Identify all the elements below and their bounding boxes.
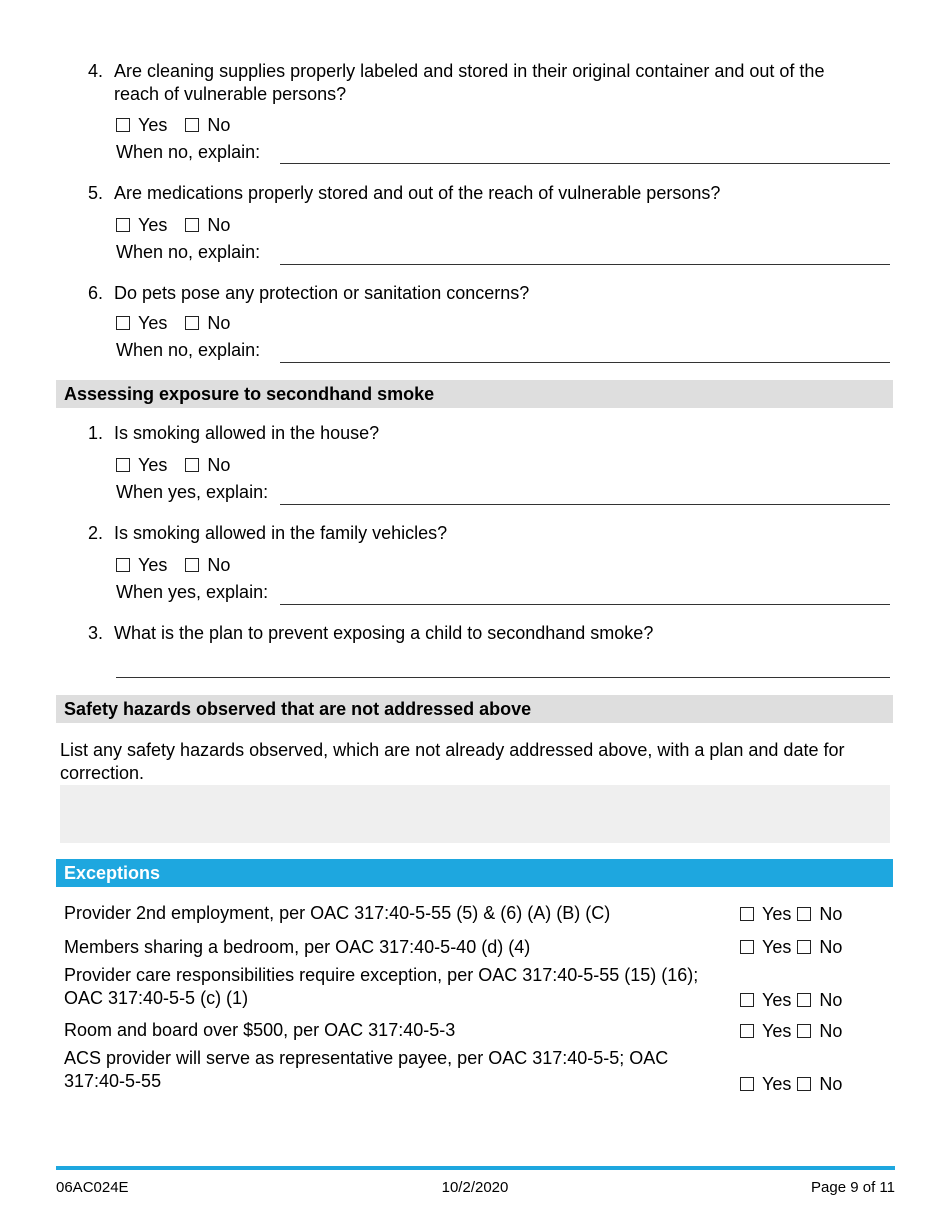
- question-number: 3.: [88, 623, 104, 643]
- no-label: No: [819, 1073, 843, 1094]
- question-6: [88, 282, 874, 305]
- form-date: 10/2/2020: [441, 1179, 509, 1196]
- yes-no-group: [116, 455, 248, 475]
- no-checkbox[interactable]: [797, 1077, 811, 1091]
- no-label: No: [207, 454, 231, 475]
- page-number: Page 9 of 11: [811, 1179, 895, 1196]
- yes-checkbox[interactable]: [740, 1077, 754, 1091]
- no-checkbox[interactable]: [185, 118, 199, 132]
- smoke-question-3: [88, 622, 874, 645]
- question-text: Do pets pose any protection or sanitation concerns?: [114, 283, 530, 303]
- no-checkbox[interactable]: [185, 458, 199, 472]
- question-text: Are cleaning supplies properly labeled and stored in their original container and out of the reach of vulnerable persons?: [114, 61, 825, 104]
- explain-input[interactable]: [280, 604, 890, 605]
- explain-input[interactable]: [280, 504, 890, 505]
- exception-item: Provider 2nd employment, per OAC 317:40-5-55 (5) & (6) (A) (B) (C): [64, 903, 611, 923]
- exception-item: Provider care responsibilities require exception, per OAC 317:40-5-55 (15) (16); OAC 317:40-5-5 (c) (1): [64, 965, 699, 1008]
- yes-checkbox[interactable]: [740, 1024, 754, 1038]
- yes-no-group: [116, 215, 248, 235]
- no-checkbox[interactable]: [797, 1024, 811, 1038]
- yes-label: Yes: [762, 989, 792, 1010]
- no-label: No: [819, 989, 843, 1010]
- section-heading-safety-hazards: Safety hazards observed that are not addressed above: [56, 695, 893, 723]
- yes-no-group: [116, 115, 248, 135]
- exception-item: Room and board over $500, per OAC 317:40-5-3: [64, 1020, 456, 1040]
- no-checkbox[interactable]: [797, 940, 811, 954]
- exception-item: ACS provider will serve as representative payee, per OAC 317:40-5-5; OAC 317:40-5-55: [64, 1048, 669, 1091]
- section-heading-exceptions: Exceptions: [56, 859, 893, 887]
- explain-label: When no, explain:: [116, 142, 261, 162]
- explain-label: When yes, explain:: [116, 582, 269, 602]
- plan-input[interactable]: [116, 677, 890, 678]
- yes-label: Yes: [762, 936, 792, 957]
- yes-label: Yes: [762, 1073, 792, 1094]
- yes-no-group: [740, 1074, 848, 1094]
- no-checkbox[interactable]: [185, 558, 199, 572]
- yes-no-group: [116, 555, 248, 575]
- explain-label: When yes, explain:: [116, 482, 269, 502]
- explain-label: When no, explain:: [116, 242, 261, 262]
- yes-no-group: [740, 990, 848, 1010]
- yes-checkbox[interactable]: [116, 316, 130, 330]
- question-number: 2.: [88, 523, 104, 543]
- hazards-instruction: List any safety hazards observed, which are not already addressed above, with a plan and date for correction.: [60, 740, 845, 783]
- no-checkbox[interactable]: [185, 218, 199, 232]
- explain-input[interactable]: [280, 163, 890, 164]
- exception-item: Members sharing a bedroom, per OAC 317:40-5-40 (d) (4): [64, 937, 531, 957]
- no-label: No: [819, 936, 843, 957]
- explain-label: When no, explain:: [116, 340, 261, 360]
- yes-checkbox[interactable]: [116, 458, 130, 472]
- question-text: Is smoking allowed in the house?: [114, 423, 380, 443]
- question-number: 5.: [88, 183, 104, 203]
- yes-no-group: [740, 937, 848, 957]
- yes-checkbox[interactable]: [116, 218, 130, 232]
- yes-checkbox[interactable]: [740, 907, 754, 921]
- hazards-textarea[interactable]: [60, 785, 890, 843]
- question-4: [88, 60, 874, 106]
- no-checkbox[interactable]: [797, 993, 811, 1007]
- yes-label: Yes: [138, 214, 168, 235]
- no-label: No: [207, 214, 231, 235]
- section-heading-secondhand-smoke: Assessing exposure to secondhand smoke: [56, 380, 893, 408]
- yes-label: Yes: [138, 114, 168, 135]
- yes-checkbox[interactable]: [740, 993, 754, 1007]
- form-id: 06AC024E: [56, 1179, 129, 1196]
- smoke-question-1: [88, 422, 874, 445]
- no-checkbox[interactable]: [797, 907, 811, 921]
- question-text: Are medications properly stored and out of the reach of vulnerable persons?: [114, 183, 721, 203]
- question-text: What is the plan to prevent exposing a child to secondhand smoke?: [114, 623, 654, 643]
- question-number: 6.: [88, 283, 104, 303]
- yes-no-group: [116, 313, 248, 333]
- yes-label: Yes: [138, 312, 168, 333]
- yes-label: Yes: [762, 903, 792, 924]
- no-label: No: [207, 312, 231, 333]
- yes-no-group: [740, 1021, 848, 1041]
- yes-checkbox[interactable]: [740, 940, 754, 954]
- yes-no-group: [740, 904, 848, 924]
- explain-input[interactable]: [280, 362, 890, 363]
- smoke-question-2: [88, 522, 874, 545]
- question-number: 4.: [88, 61, 104, 81]
- no-label: No: [819, 1020, 843, 1041]
- no-label: No: [819, 903, 843, 924]
- no-checkbox[interactable]: [185, 316, 199, 330]
- yes-checkbox[interactable]: [116, 118, 130, 132]
- question-text: Is smoking allowed in the family vehicles?: [114, 523, 448, 543]
- question-number: 1.: [88, 423, 104, 443]
- yes-label: Yes: [762, 1020, 792, 1041]
- footer-rule: [56, 1166, 895, 1170]
- yes-label: Yes: [138, 554, 168, 575]
- no-label: No: [207, 554, 231, 575]
- yes-checkbox[interactable]: [116, 558, 130, 572]
- yes-label: Yes: [138, 454, 168, 475]
- no-label: No: [207, 114, 231, 135]
- explain-input[interactable]: [280, 264, 890, 265]
- question-5: [88, 182, 874, 205]
